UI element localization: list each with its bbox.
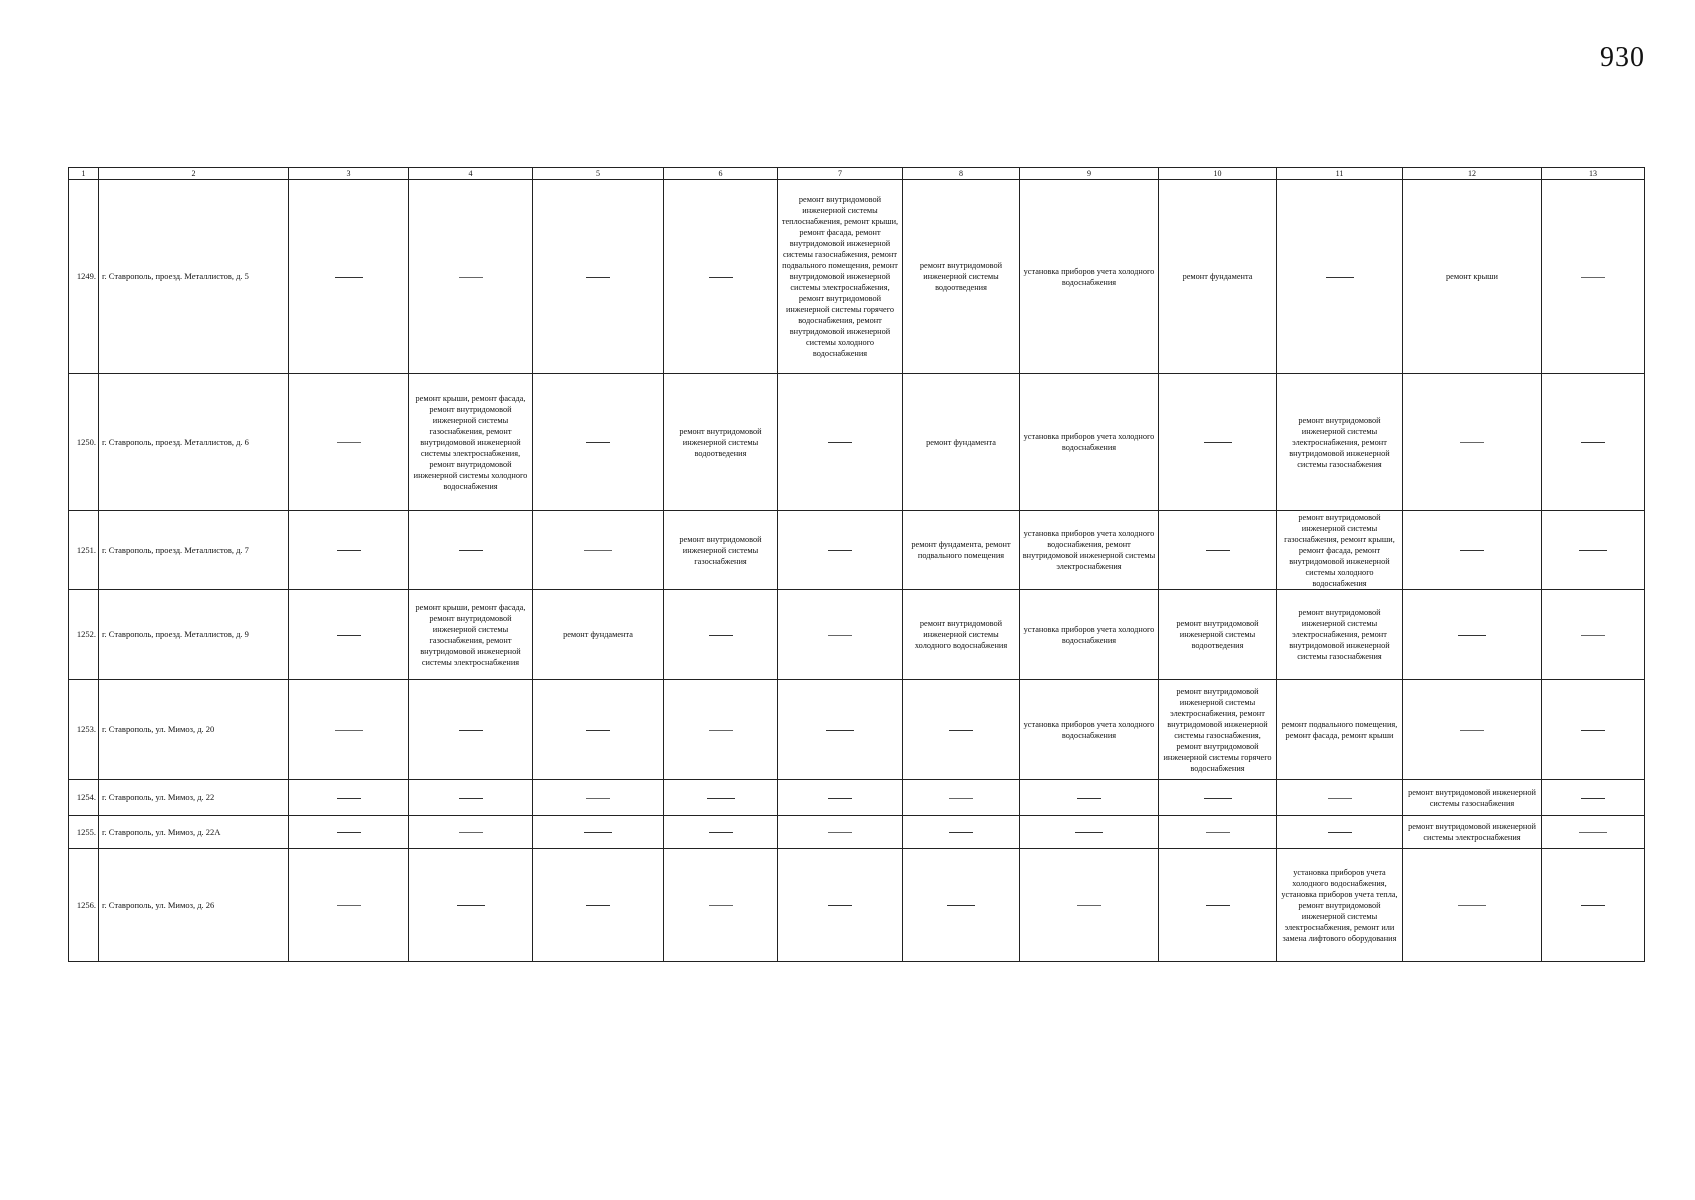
empty-dash-cell — [1020, 780, 1159, 816]
work-type-cell — [1277, 374, 1403, 511]
empty-dash-cell — [289, 374, 409, 511]
repair-schedule-table — [68, 167, 1645, 962]
work-type-cell — [903, 180, 1020, 374]
empty-dash-cell — [1020, 816, 1159, 849]
dash-mark — [337, 550, 361, 551]
dash-mark — [1581, 277, 1605, 278]
work-type-text: ремонт фундамента — [563, 630, 633, 639]
empty-dash-cell — [664, 816, 778, 849]
empty-dash-cell — [1403, 374, 1542, 511]
table-row — [69, 180, 1645, 374]
empty-dash-cell — [1277, 816, 1403, 849]
work-type-cell — [1159, 680, 1277, 780]
work-type-text: ремонт внутридомовой инженерной системы электроснабжения — [1408, 822, 1536, 842]
empty-dash-cell — [1159, 374, 1277, 511]
work-type-text: установка приборов учета холодного водоснабжения, ремонт внутридомовой инженерной системы электроснабжения — [1022, 529, 1156, 571]
empty-dash-cell — [533, 849, 664, 962]
dash-mark — [709, 905, 733, 906]
work-type-text: ремонт подвального помещения, ремонт фасада, ремонт крыши — [1281, 719, 1398, 740]
empty-dash-cell — [533, 511, 664, 590]
empty-dash-cell — [533, 780, 664, 816]
work-type-cell — [1020, 511, 1159, 590]
dash-mark — [949, 832, 973, 833]
work-type-cell — [1020, 374, 1159, 511]
dash-mark — [1326, 277, 1354, 278]
row-number: 1250. — [69, 374, 99, 511]
empty-dash-cell — [1542, 180, 1645, 374]
empty-dash-cell — [533, 374, 664, 511]
dash-mark — [828, 798, 852, 799]
dash-mark — [828, 635, 852, 636]
dash-mark — [459, 550, 483, 551]
table-row — [69, 816, 1645, 849]
work-type-cell — [778, 180, 903, 374]
work-type-text: установка приборов учета холодного водоснабжения — [1023, 432, 1155, 452]
address-cell: г. Ставрополь, ул. Мимоз, д. 20 — [99, 680, 289, 780]
address-cell: г. Ставрополь, ул. Мимоз, д. 22А — [99, 816, 289, 849]
page-number: 930 — [1600, 42, 1645, 73]
column-number: 13 — [1542, 168, 1645, 180]
dash-mark — [337, 442, 361, 443]
address-cell: г. Ставрополь, проезд. Металлистов, д. 7 — [99, 511, 289, 590]
work-type-text: ремонт внутридомовой инженерной системы электроснабжения, ремонт внутридомовой инженерной системы газоснабжения — [1289, 608, 1390, 661]
address-cell: г. Ставрополь, проезд. Металлистов, д. 6 — [99, 374, 289, 511]
empty-dash-cell — [289, 180, 409, 374]
empty-dash-cell — [1403, 849, 1542, 962]
dash-mark — [709, 277, 733, 278]
dash-mark — [1579, 832, 1607, 833]
dash-mark — [459, 277, 483, 278]
empty-dash-cell — [289, 816, 409, 849]
empty-dash-cell — [778, 849, 903, 962]
dash-mark — [1460, 550, 1484, 551]
dash-mark — [586, 730, 610, 731]
empty-dash-cell — [664, 180, 778, 374]
work-type-text: ремонт фундамента, ремонт подвального помещения — [911, 540, 1011, 560]
work-type-cell — [1277, 590, 1403, 680]
empty-dash-cell — [778, 780, 903, 816]
empty-dash-cell — [533, 180, 664, 374]
work-type-cell — [1277, 680, 1403, 780]
address-cell: г. Ставрополь, проезд. Металлистов, д. 5 — [99, 180, 289, 374]
work-type-text: ремонт фундамента — [1182, 272, 1253, 281]
dash-mark — [949, 798, 973, 799]
row-number: 1256. — [69, 849, 99, 962]
row-number: 1253. — [69, 680, 99, 780]
empty-dash-cell — [778, 374, 903, 511]
column-number: 12 — [1403, 168, 1542, 180]
work-type-text: установка приборов учета холодного водоснабжения — [1023, 266, 1155, 287]
empty-dash-cell — [778, 511, 903, 590]
dash-mark — [586, 442, 610, 443]
dash-mark — [1579, 550, 1607, 551]
dash-mark — [1206, 905, 1230, 906]
row-number: 1251. — [69, 511, 99, 590]
dash-mark — [709, 635, 733, 636]
table-row — [69, 511, 1645, 590]
dash-mark — [1077, 905, 1101, 906]
work-type-text: ремонт крыши — [1446, 272, 1498, 281]
empty-dash-cell — [664, 849, 778, 962]
dash-mark — [707, 798, 735, 799]
empty-dash-cell — [903, 780, 1020, 816]
table-row — [69, 680, 1645, 780]
column-number: 6 — [664, 168, 778, 180]
dash-mark — [1328, 798, 1352, 799]
column-number: 11 — [1277, 168, 1403, 180]
empty-dash-cell — [778, 590, 903, 680]
work-type-cell — [1159, 180, 1277, 374]
dash-mark — [828, 442, 852, 443]
empty-dash-cell — [1542, 816, 1645, 849]
column-number: 3 — [289, 168, 409, 180]
empty-dash-cell — [289, 780, 409, 816]
empty-dash-cell — [409, 511, 533, 590]
column-number: 5 — [533, 168, 664, 180]
dash-mark — [337, 635, 361, 636]
empty-dash-cell — [1159, 816, 1277, 849]
work-type-text: ремонт внутридомовой инженерной системы электроснабжения, ремонт внутридомовой инженерной системы газоснабжения — [1289, 415, 1390, 469]
empty-dash-cell — [289, 680, 409, 780]
dash-mark — [1328, 832, 1352, 833]
work-type-cell — [1020, 180, 1159, 374]
dash-mark — [1460, 442, 1484, 443]
table-row — [69, 849, 1645, 962]
work-type-cell — [1403, 180, 1542, 374]
dash-mark — [335, 277, 363, 278]
empty-dash-cell — [1403, 511, 1542, 590]
address-cell: г. Ставрополь, ул. Мимоз, д. 22 — [99, 780, 289, 816]
work-type-text: установка приборов учета холодного водоснабжения — [1023, 624, 1155, 645]
dash-mark — [1458, 635, 1486, 636]
work-type-text: ремонт фундамента — [926, 437, 996, 447]
address-cell: г. Ставрополь, проезд. Металлистов, д. 9 — [99, 590, 289, 680]
work-type-cell — [1020, 680, 1159, 780]
dash-mark — [1206, 550, 1230, 551]
dash-mark — [1460, 730, 1484, 731]
work-type-cell — [903, 511, 1020, 590]
column-number: 2 — [99, 168, 289, 180]
empty-dash-cell — [903, 680, 1020, 780]
empty-dash-cell — [409, 180, 533, 374]
dash-mark — [828, 905, 852, 906]
empty-dash-cell — [664, 680, 778, 780]
empty-dash-cell — [409, 816, 533, 849]
dash-mark — [337, 905, 361, 906]
dash-mark — [335, 730, 363, 731]
empty-dash-cell — [409, 849, 533, 962]
dash-mark — [1458, 905, 1486, 906]
empty-dash-cell — [533, 816, 664, 849]
work-type-text: ремонт крыши, ремонт фасада, ремонт внутридомовой инженерной системы газоснабжения, ремонт внутридомовой инженерной системы электроснабжения, ремонт внутридомовой инженерной системы холодного водоснабжения — [413, 393, 528, 491]
empty-dash-cell — [778, 816, 903, 849]
empty-dash-cell — [1542, 680, 1645, 780]
dash-mark — [584, 550, 612, 551]
dash-mark — [709, 730, 733, 731]
empty-dash-cell — [289, 849, 409, 962]
dash-mark — [1204, 442, 1232, 443]
work-type-text: ремонт внутридомовой инженерной системы газоснабжения — [679, 534, 762, 566]
dash-mark — [586, 798, 610, 799]
work-type-text: ремонт внутридомовой инженерной системы газоснабжения, ремонт крыши, ремонт фасада, ремонт внутридомовой инженерной системы холодного водоснабжения — [1284, 512, 1395, 588]
row-number: 1252. — [69, 590, 99, 680]
dash-mark — [1581, 905, 1605, 906]
work-type-cell — [533, 590, 664, 680]
column-number: 7 — [778, 168, 903, 180]
work-type-cell — [664, 374, 778, 511]
empty-dash-cell — [903, 849, 1020, 962]
empty-dash-cell — [1020, 849, 1159, 962]
empty-dash-cell — [409, 680, 533, 780]
dash-mark — [947, 905, 975, 906]
table-row — [69, 590, 1645, 680]
dash-mark — [1581, 798, 1605, 799]
column-number: 10 — [1159, 168, 1277, 180]
column-number-row — [69, 168, 1645, 180]
work-type-cell — [1159, 590, 1277, 680]
column-number: 9 — [1020, 168, 1159, 180]
dash-mark — [586, 905, 610, 906]
empty-dash-cell — [533, 680, 664, 780]
work-type-text: установка приборов учета холодного водоснабжения, установка приборов учета тепла, ремонт внутридомовой инженерной системы электроснабжения, ремонт или замена лифтового оборудования — [1281, 867, 1398, 943]
empty-dash-cell — [778, 680, 903, 780]
empty-dash-cell — [1542, 780, 1645, 816]
empty-dash-cell — [1542, 511, 1645, 590]
empty-dash-cell — [1403, 590, 1542, 680]
dash-mark — [337, 832, 361, 833]
work-type-text: ремонт внутридомовой инженерной системы холодного водоснабжения — [914, 619, 1008, 650]
dash-mark — [949, 730, 973, 731]
work-type-cell — [1277, 511, 1403, 590]
empty-dash-cell — [1159, 849, 1277, 962]
empty-dash-cell — [289, 590, 409, 680]
row-number: 1254. — [69, 780, 99, 816]
work-type-text: установка приборов учета холодного водоснабжения — [1023, 719, 1155, 740]
dash-mark — [459, 832, 483, 833]
dash-mark — [1581, 730, 1605, 731]
work-type-cell — [664, 511, 778, 590]
empty-dash-cell — [1159, 511, 1277, 590]
empty-dash-cell — [664, 780, 778, 816]
empty-dash-cell — [409, 780, 533, 816]
address-cell: г. Ставрополь, ул. Мимоз, д. 26 — [99, 849, 289, 962]
work-type-text: ремонт крыши, ремонт фасада, ремонт внутридомовой инженерной системы газоснабжения, ремонт внутридомовой инженерной системы электроснабжения — [415, 602, 526, 667]
column-number: 8 — [903, 168, 1020, 180]
table-row — [69, 374, 1645, 511]
dash-mark — [1075, 832, 1103, 833]
empty-dash-cell — [1159, 780, 1277, 816]
table-row — [69, 780, 1645, 816]
dash-mark — [459, 798, 483, 799]
work-type-text: ремонт внутридомовой инженерной системы электроснабжения, ремонт внутридомовой инженерной системы газоснабжения, ремонт внутридомовой инженерной системы горячего водоснабжения — [1163, 686, 1272, 773]
empty-dash-cell — [1403, 680, 1542, 780]
work-type-text: ремонт внутридомовой инженерной системы водоотведения — [919, 261, 1003, 292]
dash-mark — [1581, 442, 1605, 443]
dash-mark — [337, 798, 361, 799]
dash-mark — [586, 277, 610, 278]
work-type-cell — [903, 590, 1020, 680]
dash-mark — [1204, 798, 1232, 799]
work-type-text: ремонт внутридомовой инженерной системы теплоснабжения, ремонт крыши, ремонт фасада, ремонт внутридомовой инженерной системы газоснабжения, ремонт подвального помещения, ремонт внутридомовой инженерной системы электроснабжения, ремонт внутридомовой инженерной системы горячего водоснабжения, ремонт внутридомовой инженерной системы холодного водоснабжения — [781, 195, 899, 358]
dash-mark — [709, 832, 733, 833]
dash-mark — [457, 905, 485, 906]
dash-mark — [459, 730, 483, 731]
row-number: 1255. — [69, 816, 99, 849]
work-type-cell — [409, 590, 533, 680]
column-number: 4 — [409, 168, 533, 180]
empty-dash-cell — [664, 590, 778, 680]
empty-dash-cell — [1277, 780, 1403, 816]
work-type-cell — [903, 374, 1020, 511]
dash-mark — [584, 832, 612, 833]
dash-mark — [1206, 832, 1230, 833]
empty-dash-cell — [1277, 180, 1403, 374]
work-type-cell — [1403, 780, 1542, 816]
work-type-text: ремонт внутридомовой инженерной системы водоотведения — [1176, 619, 1259, 650]
work-type-text: ремонт внутридомовой инженерной системы водоотведения — [679, 426, 762, 458]
work-type-cell — [1403, 816, 1542, 849]
dash-mark — [1581, 635, 1605, 636]
empty-dash-cell — [903, 816, 1020, 849]
empty-dash-cell — [1542, 590, 1645, 680]
work-type-text: ремонт внутридомовой инженерной системы газоснабжения — [1408, 787, 1536, 808]
empty-dash-cell — [1542, 374, 1645, 511]
empty-dash-cell — [289, 511, 409, 590]
column-number: 1 — [69, 168, 99, 180]
work-type-cell — [409, 374, 533, 511]
dash-mark — [826, 730, 854, 731]
work-type-cell — [1020, 590, 1159, 680]
empty-dash-cell — [1542, 849, 1645, 962]
dash-mark — [1077, 798, 1101, 799]
dash-mark — [828, 550, 852, 551]
work-type-cell — [1277, 849, 1403, 962]
row-number: 1249. — [69, 180, 99, 374]
dash-mark — [828, 832, 852, 833]
